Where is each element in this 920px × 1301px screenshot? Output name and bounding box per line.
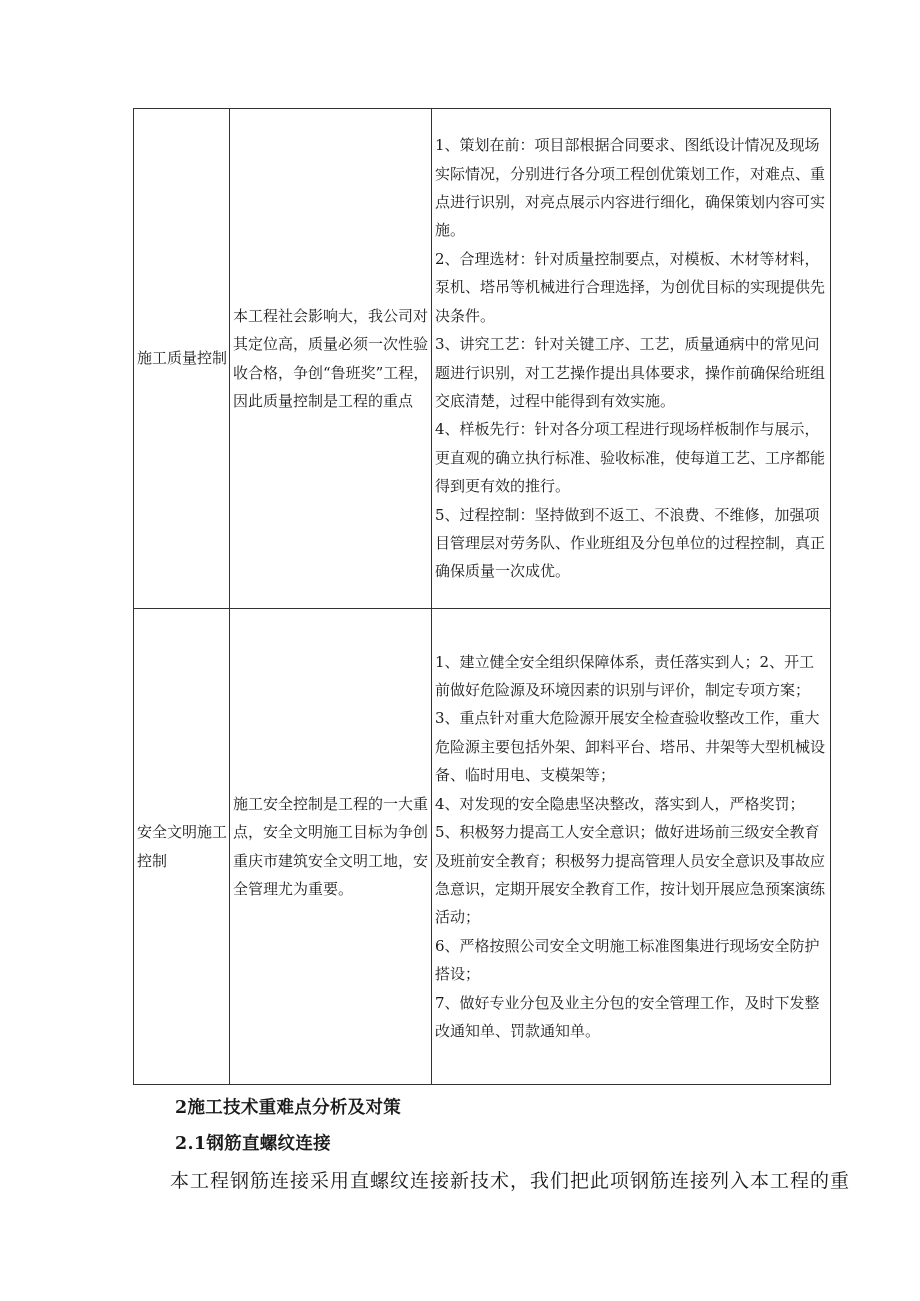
row-measures-safety [432,609,831,1085]
measure-item: 1、策划在前：项目部根据合同要求、图纸设计情况及现场实际情况，分别进行各分项工程创优策划工作，对难点、重点进行识别，对亮点展示内容进行细化，确保策划内容可实施。 [435,136,826,240]
measure-item: 4、样板先行：针对各分项工程进行现场样板制作与展示，更直观的确立执行标准、验收标准，使每道工艺、工序都能得到更有效的推行。 [435,420,826,496]
measure-item: 3、重点针对重大危险源开展安全检查验收整改工作，重大危险源主要包括外架、卸料平台、塔吊、井架等大型机械设备、临时用电、支模架等； [435,709,826,785]
measure-item: 3、讲究工艺：针对关键工序、工艺，质量通病中的常见问题进行识别，对工艺操作提出具体要求，操作前确保给班组交底清楚，过程中能得到有效实施。 [435,335,826,410]
measure-item: 5、积极努力提高工人安全意识；做好进场前三级安全教育及班前安全教育；积极努力提高管理人员安全意识及事故应急意识，定期开展安全教育工作，按计划开展应急预案演练活动； [435,823,826,927]
table-row-quality [134,109,831,609]
row-reason-safety: 施工安全控制是工程的一大重点，安全文明施工目标为争创重庆市建筑安全文明工地，安全管理尤为重要。 [230,609,432,1085]
measure-item: 7、做好专业分包及业主分包的安全管理工作，及时下发整改通知单、罚款通知单。 [435,993,820,1040]
body-paragraph: 本工程钢筋连接采用直螺纹连接新技术，我们把此项钢筋连接列入本工程的重 [170,1170,851,1192]
row-title-quality: 施工质量控制 [134,109,230,609]
measure-item: 2、合理选材：针对质量控制要点，对模板、木材等材料，泵机、塔吊等机械进行合理选择，为创优目标的实现提供先决条件。 [435,249,826,325]
subsection-heading: 2.1钢筋直螺纹连接 [175,1134,331,1154]
row-reason-quality: 本工程社会影响大，我公司对其定位高，质量必须一次性验收合格，争创“鲁班奖”工程，因此质量控制是工程的重点 [230,109,432,609]
measure-item: 1、建立健全安全组织保障体系，责任落实到人；2、开工前做好危险源及环境因素的识别与评价，制定专项方案； [435,652,815,700]
measure-item: 6、严格按照公司安全文明施工标准图集进行现场安全防护搭设； [435,936,820,984]
row-measures-quality [432,109,831,609]
section-heading: 2施工技术重难点分析及对策 [175,1098,402,1118]
measures-table [133,108,831,1085]
table-row-safety [134,609,831,1085]
measure-item: 5、过程控制：坚持做到不返工、不浪费、不维修，加强项目管理层对劳务队、作业班组及分包单位的过程控制，真正确保质量一次成优。 [435,505,826,581]
measure-item: 4、对发现的安全隐患坚决整改，落实到人，严格奖罚； [435,794,805,813]
row-title-safety: 安全文明施工控制 [134,609,230,1085]
